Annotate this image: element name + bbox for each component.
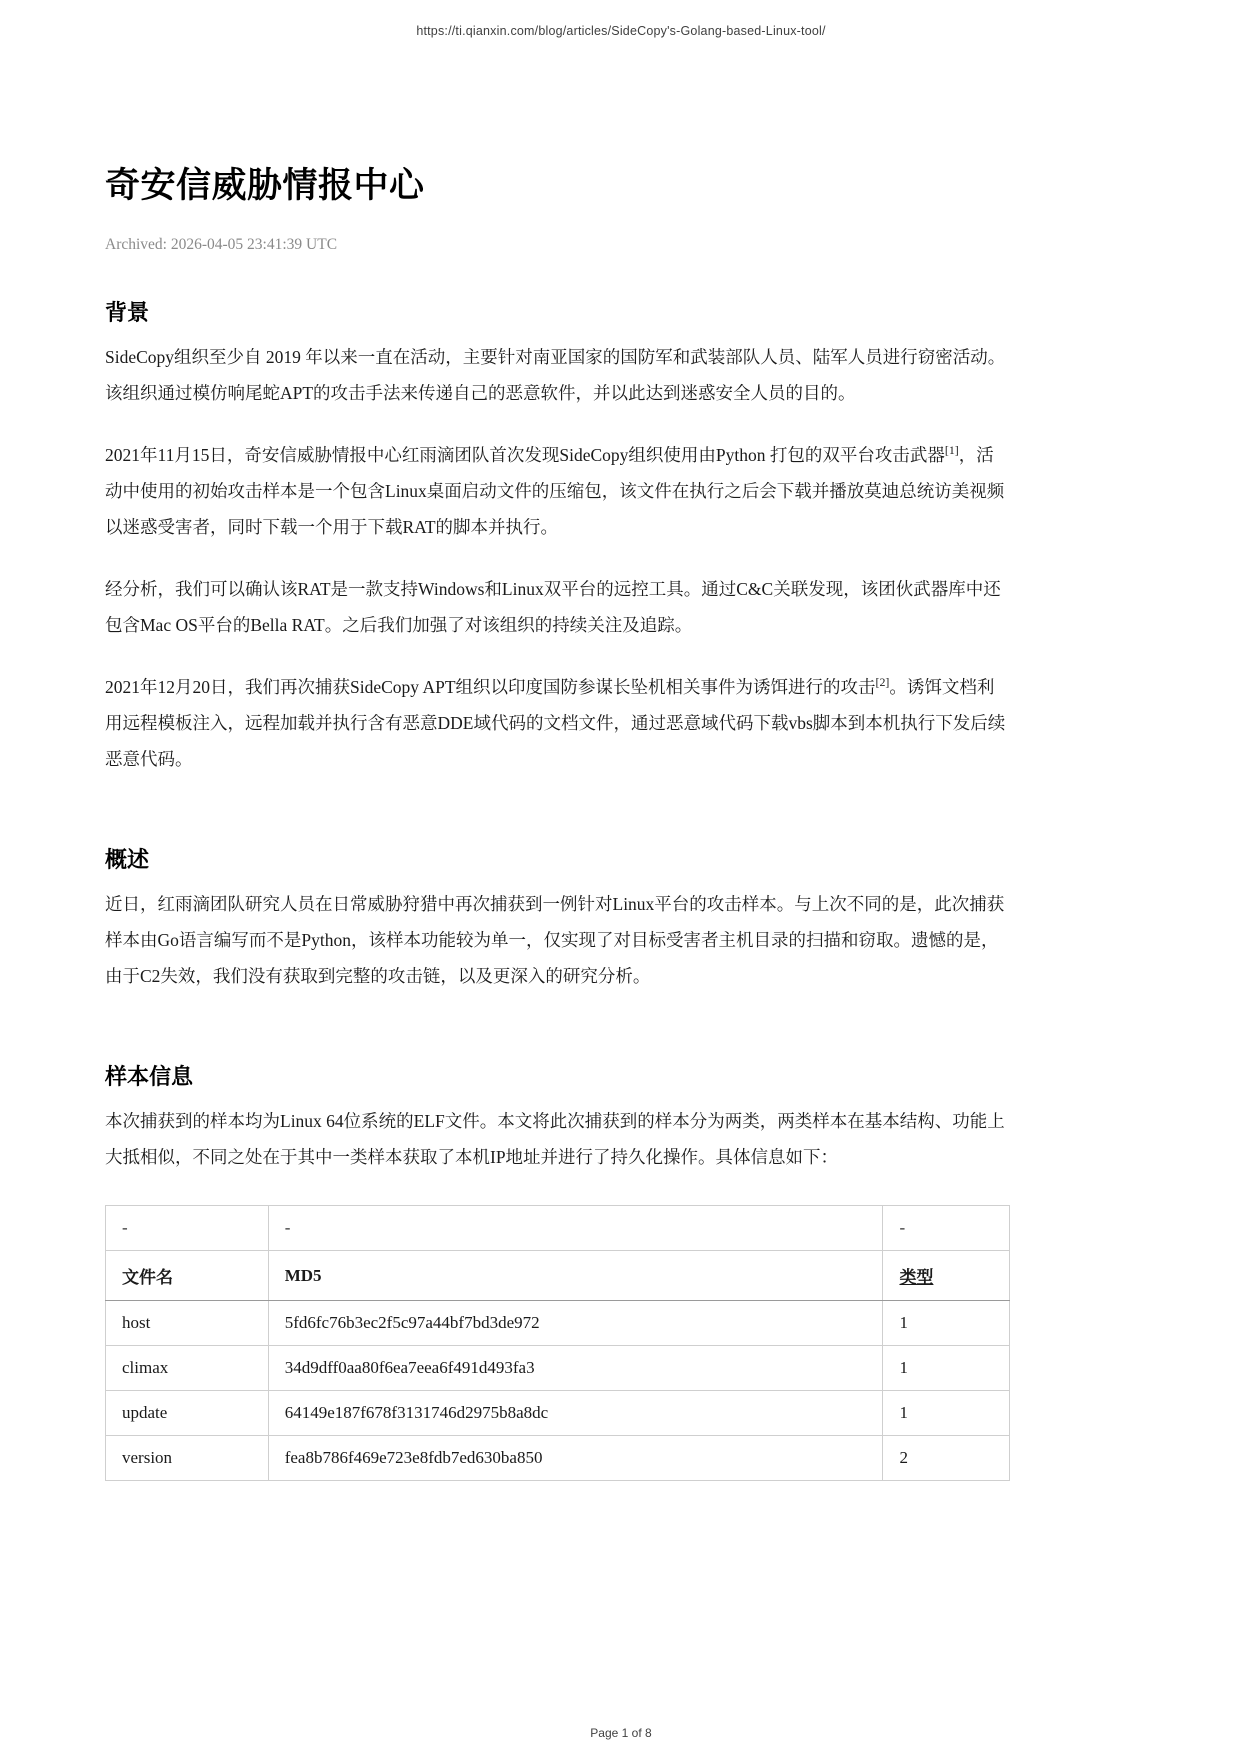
table-meta-row <box>106 1206 1010 1251</box>
cell-type: 1 <box>883 1301 1010 1346</box>
column-header-type: 类型 <box>883 1251 1010 1301</box>
column-header-filename: 文件名 <box>106 1251 269 1301</box>
footnote-ref-1: [1] <box>944 443 959 458</box>
paragraph-text: 2021年11月15日，奇安信威胁情报中心红雨滴团队首次发现SideCopy组织使用由Python 打包的双平台攻击武器 <box>105 445 945 465</box>
footnote-ref-2: [2] <box>875 675 890 690</box>
overview-paragraph-1: 近日，红雨滴团队研究人员在日常威胁狩猎中再次捕获到一例针对Linux平台的攻击样本。与上次不同的是，此次捕获样本由Go语言编写而不是Python，该样本功能较为单一，仅实现了对目标受害者主机目录的扫描和窃取。遗憾的是，由于C2失效，我们没有获取到完整的攻击链，以及更深入的研究分析。 <box>105 894 1005 986</box>
section-heading-background: 背景 <box>105 300 150 325</box>
print-header-url: https://ti.qianxin.com/blog/articles/SideCopy's-Golang-based-Linux-tool/ <box>416 24 826 38</box>
cell-type: 1 <box>883 1346 1010 1391</box>
cell-md5: 34d9dff0aa80f6ea7eea6f491d493fa3 <box>268 1346 883 1391</box>
background-paragraph-2 <box>105 437 1010 545</box>
paragraph-text: 。诱饵文档利用远程模板注入，远程加载并执行含有恶意DDE域代码的文档文件，通过恶意域代码下载vbs脚本到本机执行下发后续恶意代码。 <box>105 677 1006 769</box>
samples-table <box>105 1205 1010 1481</box>
table-row <box>106 1391 1010 1436</box>
background-paragraph-3: 经分析，我们可以确认该RAT是一款支持Windows和Linux双平台的远控工具。通过C&C关联发现，该团伙武器库中还包含Mac OS平台的Bella RAT。之后我们加强了对该组织的持续关注及追踪。 <box>105 579 1001 635</box>
background-paragraph-4 <box>105 669 1010 777</box>
background-paragraph-1: SideCopy组织至少自 2019 年以来一直在活动，主要针对南亚国家的国防军和武装部队人员、陆军人员进行窃密活动。该组织通过模仿响尾蛇APT的攻击手法来传递自己的恶意软件，并以此达到迷惑安全人员的目的。 <box>105 347 1006 403</box>
cell-filename: version <box>106 1436 269 1481</box>
cell-md5: 5fd6fc76b3ec2f5c97a44bf7bd3de972 <box>268 1301 883 1346</box>
table-cell: - <box>268 1206 883 1251</box>
archived-timestamp: Archived: 2026-04-05 23:41:39 UTC <box>105 236 338 253</box>
cell-filename: climax <box>106 1346 269 1391</box>
column-header-md5: MD5 <box>268 1251 883 1301</box>
table-row <box>106 1436 1010 1481</box>
cell-filename: host <box>106 1301 269 1346</box>
cell-md5: fea8b786f469e723e8fdb7ed630ba850 <box>268 1436 883 1481</box>
cell-filename: update <box>106 1391 269 1436</box>
table-row <box>106 1346 1010 1391</box>
cell-md5: 64149e187f678f3131746d2975b8a8dc <box>268 1391 883 1436</box>
page-title: 奇安信威胁情报中心 <box>105 166 425 205</box>
samples-paragraph-1: 本次捕获到的样本均为Linux 64位系统的ELF文件。本文将此次捕获到的样本分为两类，两类样本在基本结构、功能上大抵相似，不同之处在于其中一类样本获取了本机IP地址并进行了持久化操作。具体信息如下： <box>105 1111 1005 1167</box>
table-cell: - <box>883 1206 1010 1251</box>
section-heading-samples: 样本信息 <box>105 1064 194 1089</box>
paragraph-text: ，活动中使用的初始攻击样本是一个包含Linux桌面启动文件的压缩包，该文件在执行之后会下载并播放莫迪总统访美视频以迷惑受害者，同时下载一个用于下载RAT的脚本并执行。 <box>105 445 1005 537</box>
table-cell: - <box>106 1206 269 1251</box>
cell-type: 1 <box>883 1391 1010 1436</box>
section-heading-overview: 概述 <box>105 847 150 872</box>
cell-type: 2 <box>883 1436 1010 1481</box>
paragraph-text: 2021年12月20日，我们再次捕获SideCopy APT组织以印度国防参谋长坠机相关事件为诱饵进行的攻击 <box>105 677 876 697</box>
table-header-row <box>106 1251 1010 1301</box>
table-row <box>106 1301 1010 1346</box>
page-number: Page 1 of 8 <box>590 1726 652 1740</box>
